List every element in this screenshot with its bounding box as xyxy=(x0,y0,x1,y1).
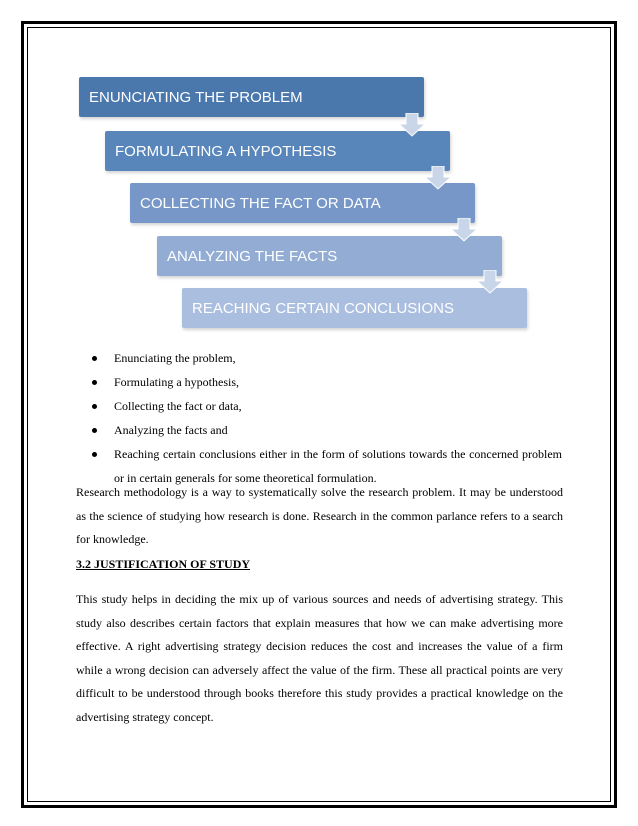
bullet-icon xyxy=(92,404,97,409)
bullet-list xyxy=(90,346,562,490)
bullet-icon xyxy=(92,428,97,433)
bullet-icon xyxy=(92,452,97,457)
step-label: ANALYZING THE FACTS xyxy=(167,247,338,265)
list-item xyxy=(90,346,562,370)
list-item xyxy=(90,370,562,394)
down-arrow-icon xyxy=(423,166,453,190)
paragraph-justification: This study helps in deciding the mix up of various sources and needs of advertising strategy. This study also describes certain factors that explain measures that how we can make advertising more effective. A right advertising strategy decision reduces the cost and increases the value of a firm while a wrong decision can adversely affect the value of the firm. These all practical points are very difficult to be understood through books therefore this study provides a practical knowledge on the advertising strategy concept. xyxy=(76,592,563,724)
down-arrow-icon xyxy=(449,218,479,242)
step-label: ENUNCIATING THE PROBLEM xyxy=(89,88,303,106)
section-heading: 3.2 JUSTIFICATION OF STUDY xyxy=(76,557,251,571)
list-item xyxy=(90,418,562,442)
list-item xyxy=(90,394,562,418)
list-item-text: Collecting the fact or data, xyxy=(114,399,242,413)
list-item-text: Reaching certain conclusions either in the form of solutions towards the concerned problem or in certain generals for some theoretical formulation. xyxy=(114,447,562,485)
down-arrow-icon xyxy=(475,270,505,294)
bullet-icon xyxy=(92,356,97,361)
list-item-text: Formulating a hypothesis, xyxy=(114,375,239,389)
paragraph-research-methodology: Research methodology is a way to systematically solve the research problem. It may be understood as the science of studying how research is done. Research in the common parlance refers to a search for knowledge. xyxy=(76,485,563,546)
step-reaching-conclusions xyxy=(182,288,527,328)
step-formulating-hypothesis xyxy=(105,131,450,171)
step-analyzing-facts xyxy=(157,236,502,276)
list-item-text: Analyzing the facts and xyxy=(114,423,228,437)
step-label: COLLECTING THE FACT OR DATA xyxy=(140,194,381,212)
down-arrow-icon xyxy=(397,113,427,137)
step-label: REACHING CERTAIN CONCLUSIONS xyxy=(192,299,454,317)
list-item-text: Enunciating the problem, xyxy=(114,351,236,365)
step-label: FORMULATING A HYPOTHESIS xyxy=(115,142,337,160)
step-enunciating-problem xyxy=(79,77,424,117)
bullet-icon xyxy=(92,380,97,385)
